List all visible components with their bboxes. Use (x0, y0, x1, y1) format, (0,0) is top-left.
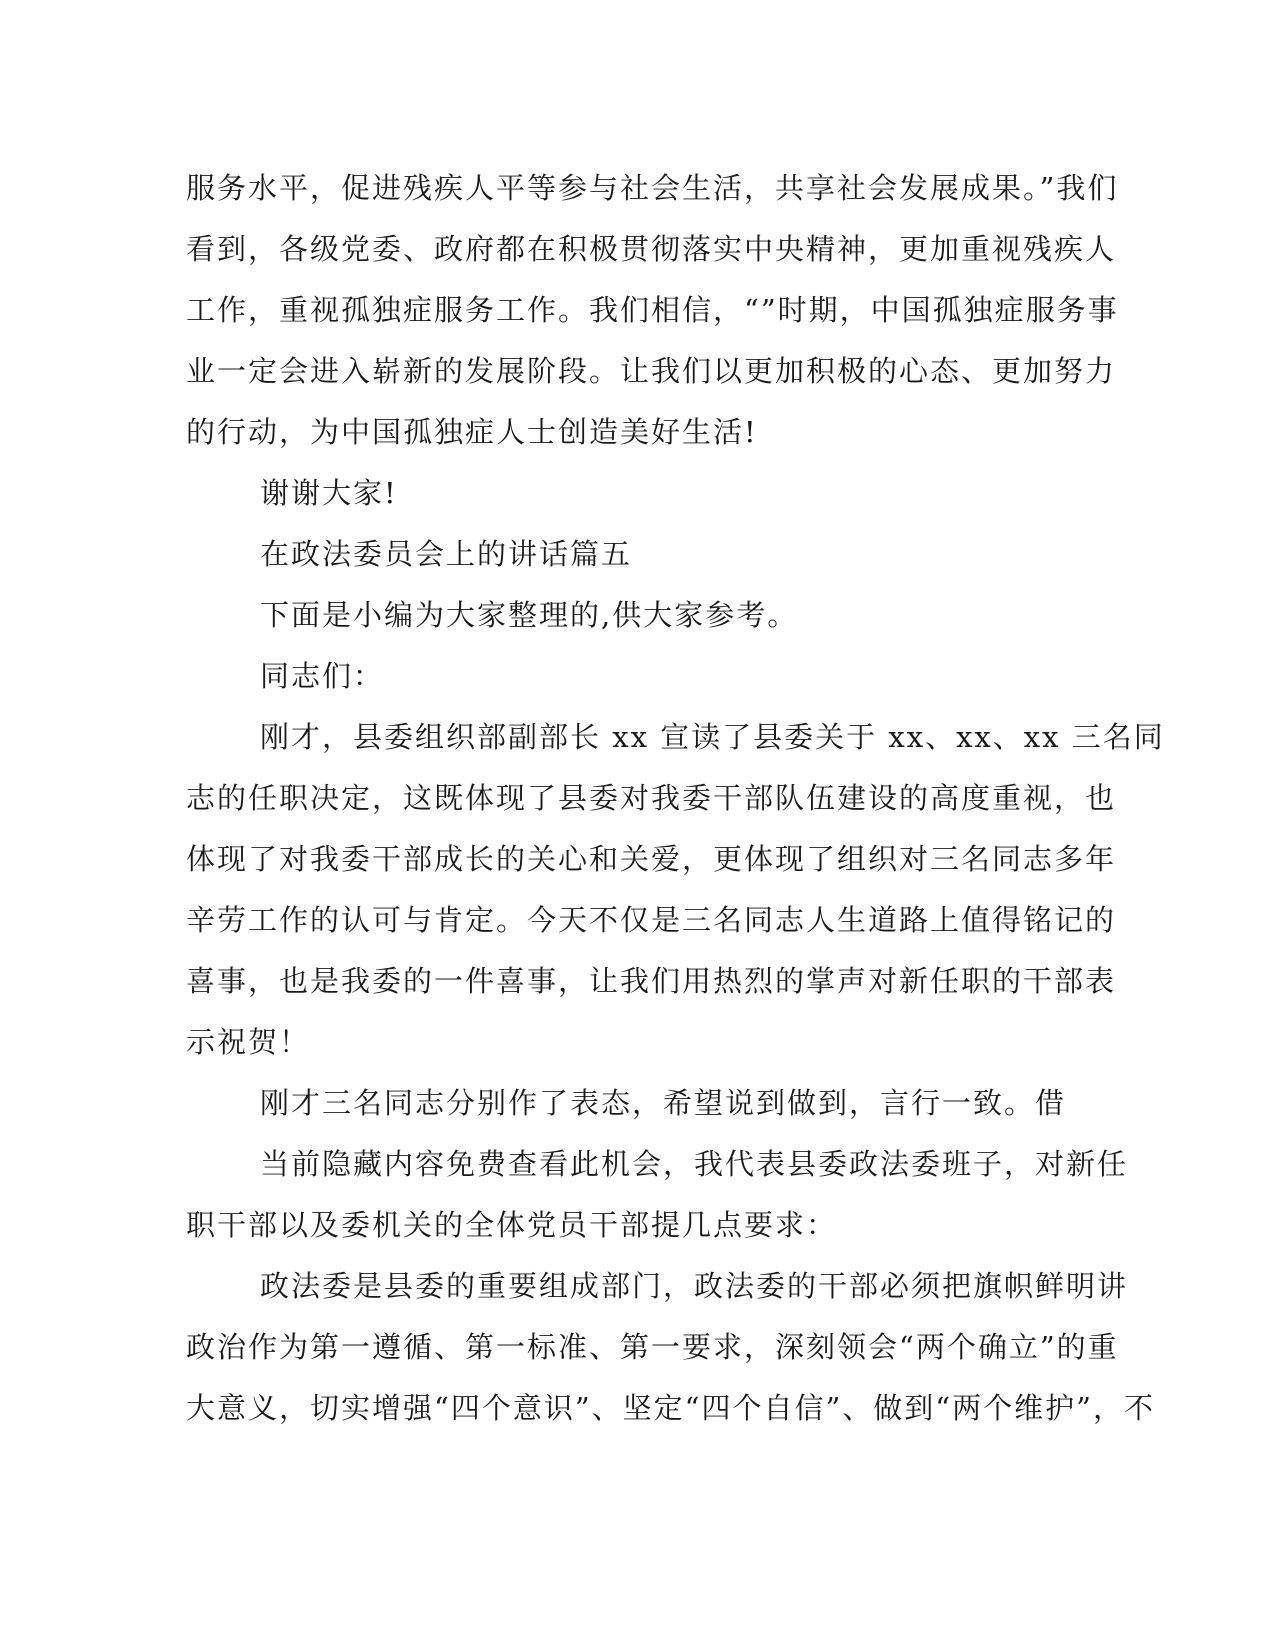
text-line: 刚才三名同志分别作了表态，希望说到做到，言行一致。借 (260, 1086, 1067, 1120)
closing-thanks: 谢谢大家! (260, 476, 398, 510)
text-line: 业一定会进入崭新的发展阶段。让我们以更加积极的心态、更加努力 (186, 354, 1117, 388)
text-line: 看到，各级党委、政府都在积极贯彻落实中央精神，更加重视残疾人 (186, 232, 1117, 266)
text-line: 政法委是县委的重要组成部门，政法委的干部必须把旗帜鲜明讲 (260, 1269, 1129, 1303)
salutation: 同志们： (260, 659, 385, 693)
text-line: 政治作为第一遵循、第一标准、第一要求，深刻领会“两个确立”的重 (186, 1330, 1119, 1364)
text-line: 职干部以及委机关的全体党员干部提几点要求： (186, 1208, 838, 1242)
document-body (186, 158, 1165, 1439)
text-line: 工作，重视孤独症服务工作。我们相信，“”时期，中国孤独症服务事 (186, 293, 1119, 327)
text-line: 志的任职决定，这既体现了县委对我委干部队伍建设的高度重视，也 (186, 781, 1117, 815)
intro-line: 下面是小编为大家整理的,供大家参考。 (260, 598, 799, 632)
text-line: 刚才，县委组织部副部长 xx 宣读了县委关于 xx、xx、xx 三名同 (260, 720, 1165, 754)
section-heading: 在政法委员会上的讲话篇五 (260, 537, 633, 571)
text-line: 喜事，也是我委的一件喜事，让我们用热烈的掌声对新任职的干部表 (186, 964, 1117, 998)
text-line: 体现了对我委干部成长的关心和关爱，更体现了组织对三名同志多年 (186, 842, 1117, 876)
text-line: 辛劳工作的认可与肯定。今天不仅是三名同志人生道路上值得铭记的 (186, 903, 1117, 937)
text-line: 当前隐藏内容免费查看此机会，我代表县委政法委班子，对新任 (260, 1147, 1129, 1181)
text-line: 服务水平，促进残疾人平等参与社会生活，共享社会发展成果。”我们 (186, 171, 1119, 205)
text-line: 示祝贺！ (186, 1025, 311, 1059)
text-line: 大意义，切实增强“四个意识”、坚定“四个自信”、做到“两个维护”，不 (186, 1391, 1155, 1425)
text-line: 的行动，为中国孤独症人士创造美好生活! (186, 415, 758, 449)
